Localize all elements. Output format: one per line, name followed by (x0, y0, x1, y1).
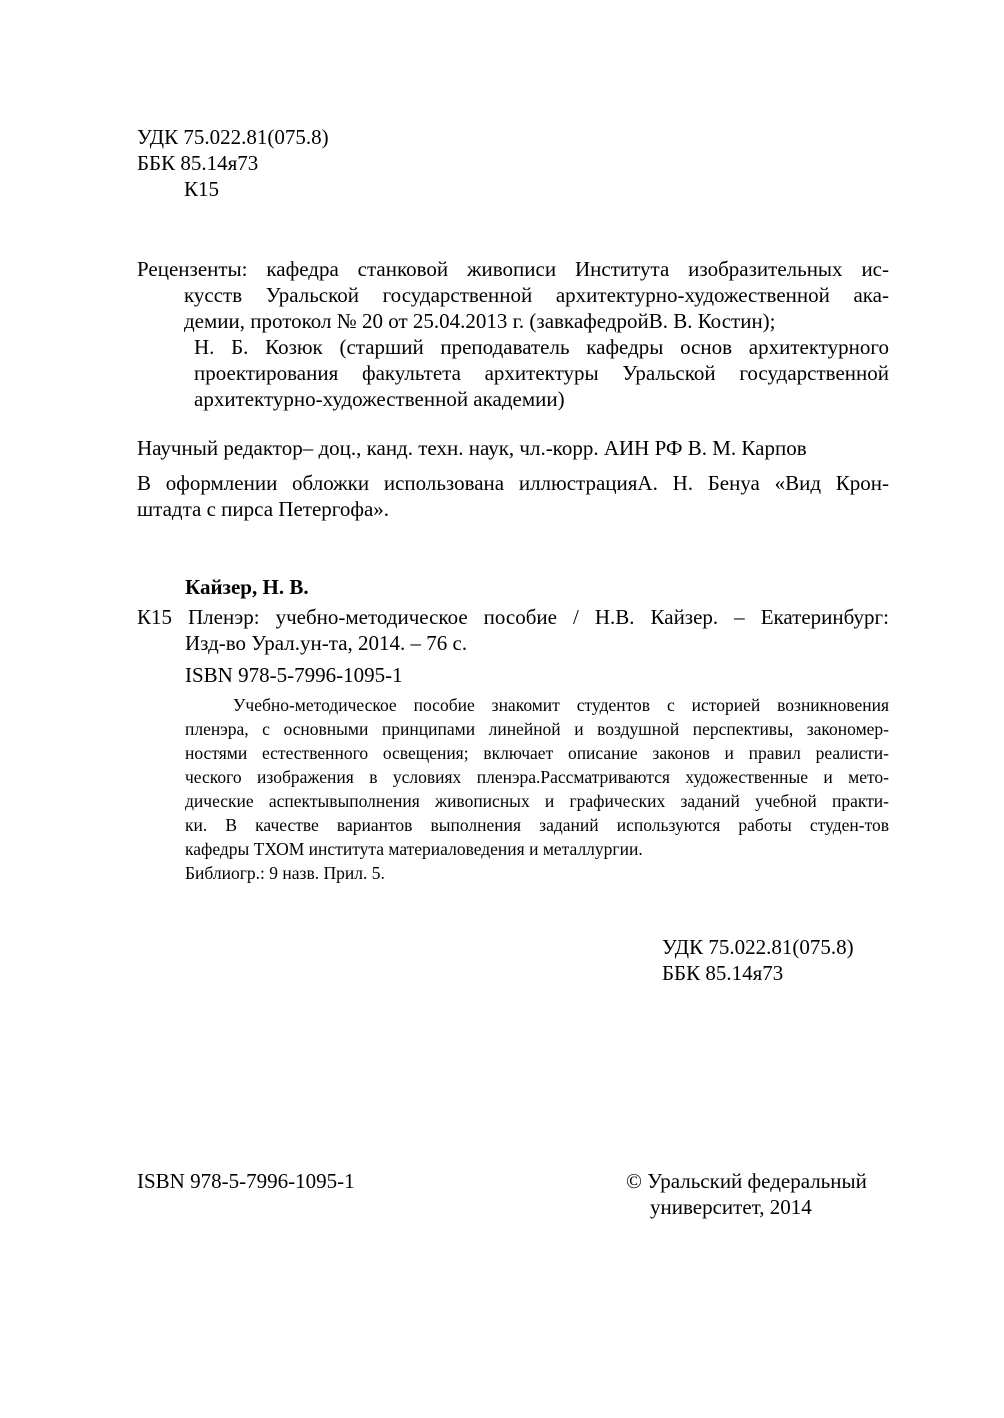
bibliographic-description (137, 604, 889, 656)
annotation-line: пленэра, с основными принципами линейной и воздушной перспективы, закономер- (185, 719, 889, 739)
bbk-code: ББК 85.14я73 (137, 151, 259, 175)
bbk-code: ББК 85.14я73 (662, 961, 784, 985)
reviewers-line: демии, протокол № 20 от 25.04.2013 г. (завкафедройВ. В. Костин); (184, 309, 776, 333)
annotation-line: кафедры ТХОМ института материаловедения и металлургии. (185, 839, 643, 859)
udk-code: УДК 75.022.81(075.8) (662, 935, 854, 959)
footer-isbn: ISBN 978-5-7996-1095-1 (137, 1169, 355, 1193)
author-mark: К15 (184, 177, 220, 201)
reviewers-block (137, 256, 889, 412)
reviewers-line: Рецензенты: кафедра станковой живописи Института изобразительных ис- (137, 257, 889, 281)
copyright-line: университет, 2014 (650, 1195, 812, 1219)
reviewers-line: кусств Уральской государственной архитектурно-художественной ака- (184, 283, 889, 307)
copyright (626, 1168, 867, 1220)
reviewers-line: проектирования факультета архитектуры Уральской государственной (194, 361, 889, 385)
annotation-line: ностями естественного освещения; включает описание законов и правил реалисти- (185, 743, 889, 763)
scientific-editor: Научный редактор– доц., канд. техн. наук, чл.-корр. АИН РФ В. М. Карпов (137, 436, 807, 460)
bibliography-note: Библиогр.: 9 назв. Прил. 5. (185, 863, 385, 883)
bib-line: К15 Пленэр: учебно-методическое пособие / Н.В. Кайзер. – Екатеринбург: (137, 605, 889, 629)
annotation-line: Учебно-методическое пособие знакомит студентов с историей возникновения (233, 695, 889, 715)
annotation-line: дические аспектывыполнения живописных и графических заданий учебной практи- (185, 791, 889, 811)
udk-bbk-block-bottom (662, 934, 854, 986)
bib-line: Изд-во Урал.ун-та, 2014. – 76 с. (185, 631, 468, 655)
cover-note (137, 470, 889, 522)
annotation (185, 693, 889, 861)
udk-bbk-block-top (137, 124, 537, 202)
reviewers-line: архитектурно-художественной академии) (194, 387, 565, 411)
book-author: Кайзер, Н. В. (185, 575, 309, 599)
isbn: ISBN 978-5-7996-1095-1 (185, 663, 403, 687)
cover-note-line: штадта с пирса Петергофа». (137, 497, 390, 521)
cover-note-line: В оформлении обложки использована иллюстрацияА. Н. Бенуа «Вид Крон- (137, 471, 889, 495)
annotation-line: ки. В качестве вариантов выполнения заданий используются работы студен-тов (185, 815, 889, 835)
copyright-line: © Уральский федеральный (626, 1169, 867, 1193)
reviewers-line: Н. Б. Козюк (старший преподаватель кафедры основ архитектурного (194, 335, 889, 359)
annotation-line: ческого изображения в условиях пленэра.Рассматриваются художественные и мето- (185, 767, 889, 787)
udk-code: УДК 75.022.81(075.8) (137, 125, 329, 149)
